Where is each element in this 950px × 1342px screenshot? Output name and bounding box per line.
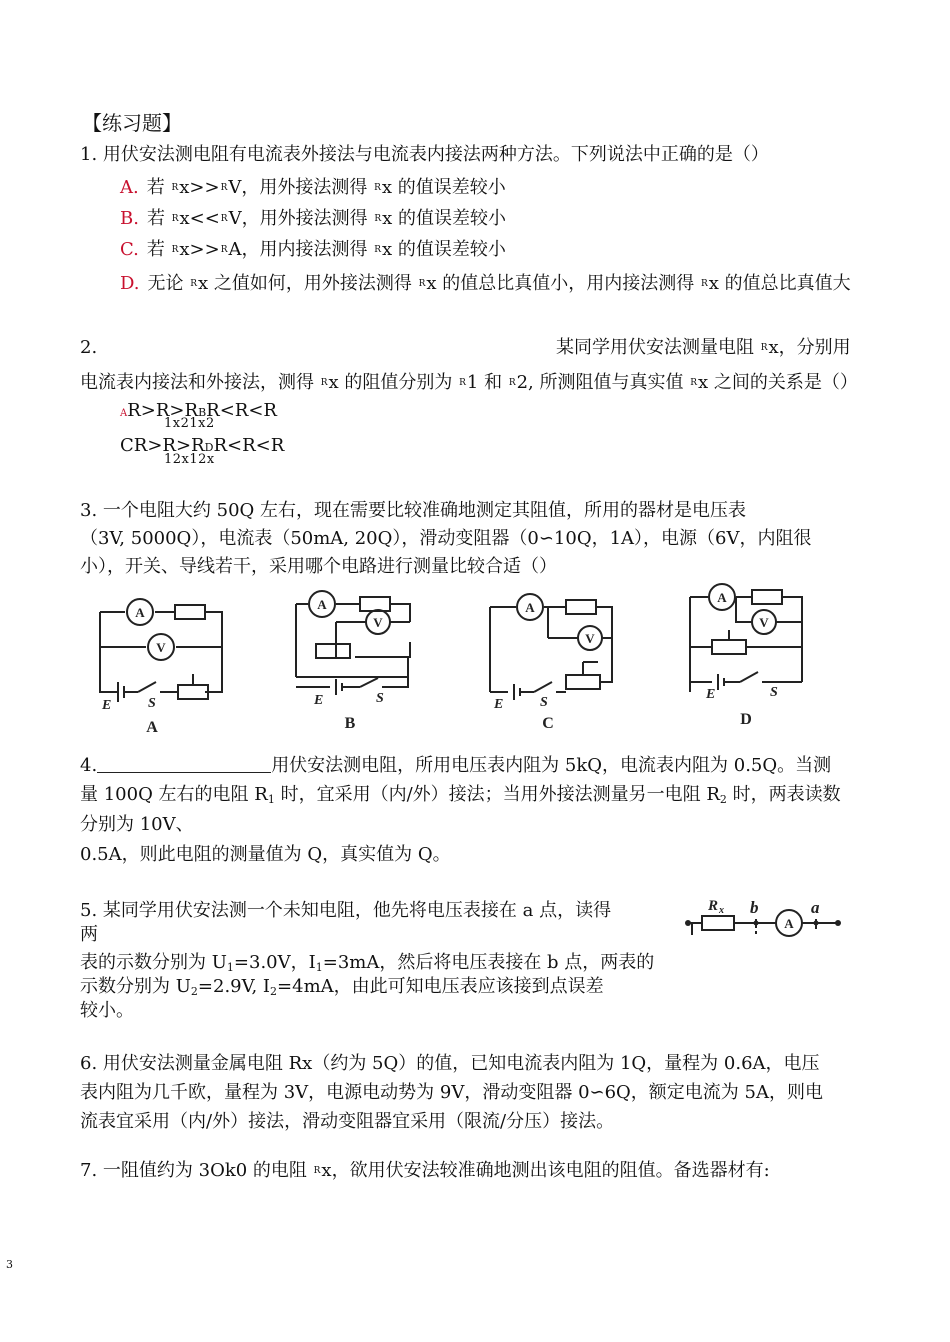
q2-text: 2, 所测阻值与真实值: [516, 372, 690, 393]
battery-label: E: [494, 697, 504, 712]
option-text: R: [220, 214, 228, 224]
option-text: x 的值误差较小: [381, 177, 506, 198]
battery-label: E: [314, 693, 324, 708]
option-text: R: [374, 245, 381, 255]
q2-option-text: R>R>R: [127, 400, 199, 421]
q6-line1: 6. 用伏安法测量金属电阻 Rx（约为 5Q）的值，已知电流表内阻为 1Q，量程为 0.6A，电压: [80, 1053, 820, 1074]
q4-number: 4.: [80, 755, 98, 776]
q2-stem-line2: [80, 370, 858, 396]
q4-text: 用伏安法测电阻，所用电压表内阻为 5kQ，电流表内阻为 0.5Q。当测: [271, 755, 832, 776]
q1-stem: 1. 用伏安法测电阻有电流表外接法与电流表内接法两种方法。下列说法中正确的是（）: [80, 144, 769, 165]
option-letter: A.: [120, 177, 139, 198]
option-text: R: [190, 279, 198, 289]
q1-option-b: [120, 206, 506, 232]
circuit-label-a: A: [146, 719, 158, 736]
ammeter-label: A: [784, 916, 794, 931]
switch-label: S: [770, 685, 778, 700]
q2-text: R: [320, 378, 328, 388]
q3-line3: 小），开关、导线若干，采用哪个电路进行测量比较合适（）: [80, 556, 557, 577]
q4-text: 2: [719, 793, 727, 806]
q2-text: R: [459, 378, 466, 388]
option-text: R: [171, 214, 179, 224]
rheostat-icon: [178, 685, 208, 699]
q2-text: R: [690, 378, 697, 388]
option-text: 若: [146, 177, 171, 198]
switch-label: S: [540, 695, 548, 710]
q5-text: 表的示数分别为 U: [80, 952, 227, 973]
q5-text: =3.0V，I: [233, 952, 316, 973]
circuit-c: [490, 594, 612, 700]
option-text: 无论: [147, 273, 190, 294]
voltmeter-label: V: [373, 615, 383, 630]
q6-line2: 表内阻为几千欧，量程为 3V，电源电动势为 9V，滑动变阻器 0∽6Q，额定电流为 5A，则电: [80, 1082, 823, 1103]
option-text: 若: [146, 208, 171, 229]
q5-text: =2.9V, I: [197, 976, 271, 997]
option-text: x 之值如何，用外接法测得: [198, 273, 418, 294]
q4-blank[interactable]: [97, 754, 271, 773]
q6-line3: 流表宜采用（内/外）接法，滑动变阻器宜采用（限流/分压）接法。: [80, 1111, 615, 1132]
q2-text: x 的阻值分别为: [328, 372, 459, 393]
q2-stem-right: [556, 335, 851, 361]
q4-text: 量 100Q 左右的电阻 R: [80, 784, 268, 805]
resistor-icon: [175, 605, 205, 619]
rheostat-icon: [566, 675, 600, 689]
q2-option-text: B: [198, 406, 207, 419]
switch-label: S: [376, 691, 384, 706]
option-text: V，用外接法测得: [228, 208, 374, 229]
option-text: R: [171, 183, 179, 193]
voltmeter-label: V: [156, 640, 166, 655]
q5-text: 1: [315, 961, 323, 974]
resistor-label: R: [708, 898, 719, 914]
q2-option-text: CR>R>R: [120, 435, 205, 456]
q5-text: 示数分别为 U: [80, 976, 191, 997]
option-text: x 的值总比真值小，用内接法测得: [426, 273, 700, 294]
q2-text: R: [760, 343, 768, 353]
option-text: x>>: [179, 239, 220, 260]
q2-text: 某同学用伏安法测量电阻: [556, 337, 760, 358]
q5-line1: 5. 某同学用伏安法测一个未知电阻，他先将电压表接在 a 点，读得: [80, 900, 612, 921]
q5-text: 2: [270, 985, 278, 998]
resistor-icon: [752, 590, 782, 604]
resistor-label-sub: x: [719, 905, 724, 916]
page-number: 3: [6, 1258, 13, 1271]
q5-line5: 较小。: [80, 1000, 134, 1021]
option-text: x 的值总比真值大: [708, 273, 851, 294]
q3-line1: 3. 一个电阻大约 50Q 左右，现在需要比较准确地测定其阻值，所用的器材是电压表: [80, 500, 746, 521]
q4-text: 时，两表读数: [726, 784, 841, 805]
option-letter: B.: [120, 208, 139, 229]
voltmeter-label: V: [759, 615, 769, 630]
q5-text: =4mA，由此可知电压表应该接到点误差: [277, 976, 604, 997]
q1-option-d: [120, 271, 851, 297]
q4-line4: 0.5A，则此电阻的测量值为 Q，真实值为 Q。: [80, 844, 451, 865]
option-text: R: [171, 245, 179, 255]
q5-circuit-figure: [684, 893, 846, 949]
resistor-icon: [566, 600, 596, 614]
circuit-label-d: D: [740, 711, 752, 728]
q1-option-c: [120, 237, 506, 263]
ammeter-label: A: [525, 600, 535, 615]
node-b-label: b: [750, 898, 759, 917]
q2-option-text: R<R<R: [206, 400, 277, 421]
option-text: A，用内接法测得: [228, 239, 374, 260]
section-heading: 【练习题】: [82, 111, 182, 135]
battery-label: E: [706, 687, 716, 702]
q1-option-a: [120, 175, 506, 201]
node-b-dot: [754, 921, 759, 926]
q2-option-c-subscripts: 12x12x: [164, 452, 215, 467]
ammeter-label: A: [717, 590, 727, 605]
terminal-dot: [835, 920, 841, 926]
q2-text: R: [508, 378, 516, 388]
option-letter: D.: [120, 273, 140, 294]
q4-text: 1: [267, 793, 275, 806]
q5-text: 2: [190, 985, 198, 998]
battery-label: E: [102, 698, 112, 713]
q2-number: 2.: [80, 337, 98, 358]
resistor-icon: [702, 916, 734, 930]
option-text: R: [374, 214, 382, 224]
q5-text: =3mA，然后将电压表接在 b 点，两表的: [322, 952, 655, 973]
option-text: R: [418, 279, 426, 289]
option-letter: A: [120, 408, 128, 419]
option-text: R: [220, 245, 228, 255]
rheostat-icon: [316, 644, 350, 658]
option-text: x 的值误差较小: [382, 208, 506, 229]
q2-text: x 之间的关系是（）: [698, 372, 858, 393]
switch-label: S: [148, 696, 156, 711]
option-text: x<<: [179, 208, 220, 229]
q2-text: x，分别用: [768, 337, 851, 358]
q2-text: 1 和: [466, 372, 508, 393]
q4-line3: 分别为 10V、: [80, 814, 194, 835]
q7-text: x，欲用伏安法较准确地测出该电阻的阻值。备选器材有:: [321, 1160, 770, 1181]
q2-option-a-subscripts: 1x21x2: [164, 416, 215, 431]
voltmeter-label: V: [585, 631, 595, 646]
option-text: 若: [146, 239, 171, 260]
option-text: x 的值误差较小: [382, 239, 506, 260]
option-text: R: [374, 183, 381, 193]
circuit-label-c: C: [542, 715, 554, 732]
q5-text: 1: [226, 961, 234, 974]
circuit-b: [296, 591, 410, 695]
q3-line2: （3V, 5000Q），电流表（50mA, 20Q），滑动变阻器（0∽10Q，1A），电源（6V，内阻很: [80, 528, 812, 549]
q7-text: 7. 一阻值约为 3Ok0 的电阻: [80, 1160, 313, 1181]
q2-option-text: D: [204, 441, 214, 454]
q4-line2: [80, 782, 841, 813]
q3-circuit-figures: [0, 582, 950, 742]
circuit-label-b: B: [344, 715, 356, 732]
option-text: x>>: [179, 177, 220, 198]
option-text: V，用外接法测得: [228, 177, 374, 198]
resistor-icon: [360, 597, 390, 611]
node-a-dot: [814, 921, 819, 926]
q2-text: 电流表内接法和外接法，测得: [80, 372, 320, 393]
circuit-d: [690, 584, 802, 692]
ammeter-label: A: [317, 597, 327, 612]
q5-line2: 两: [80, 924, 98, 945]
q4-text: 时，宜采用（内/外）接法；当用外接法测量另一电阻 R: [274, 784, 720, 805]
terminal-dot: [685, 920, 691, 926]
ammeter-label: A: [135, 605, 145, 620]
q7-text: R: [313, 1166, 321, 1176]
q4-line1: [80, 753, 831, 779]
node-a-label: a: [811, 898, 820, 917]
q5-line4: [80, 974, 604, 1005]
rheostat-icon: [712, 640, 746, 654]
q2-option-text: R<R<R: [213, 435, 285, 456]
q7-line1: [80, 1158, 770, 1184]
option-text: R: [701, 279, 708, 289]
option-letter: C.: [120, 239, 139, 260]
option-text: R: [220, 183, 228, 193]
